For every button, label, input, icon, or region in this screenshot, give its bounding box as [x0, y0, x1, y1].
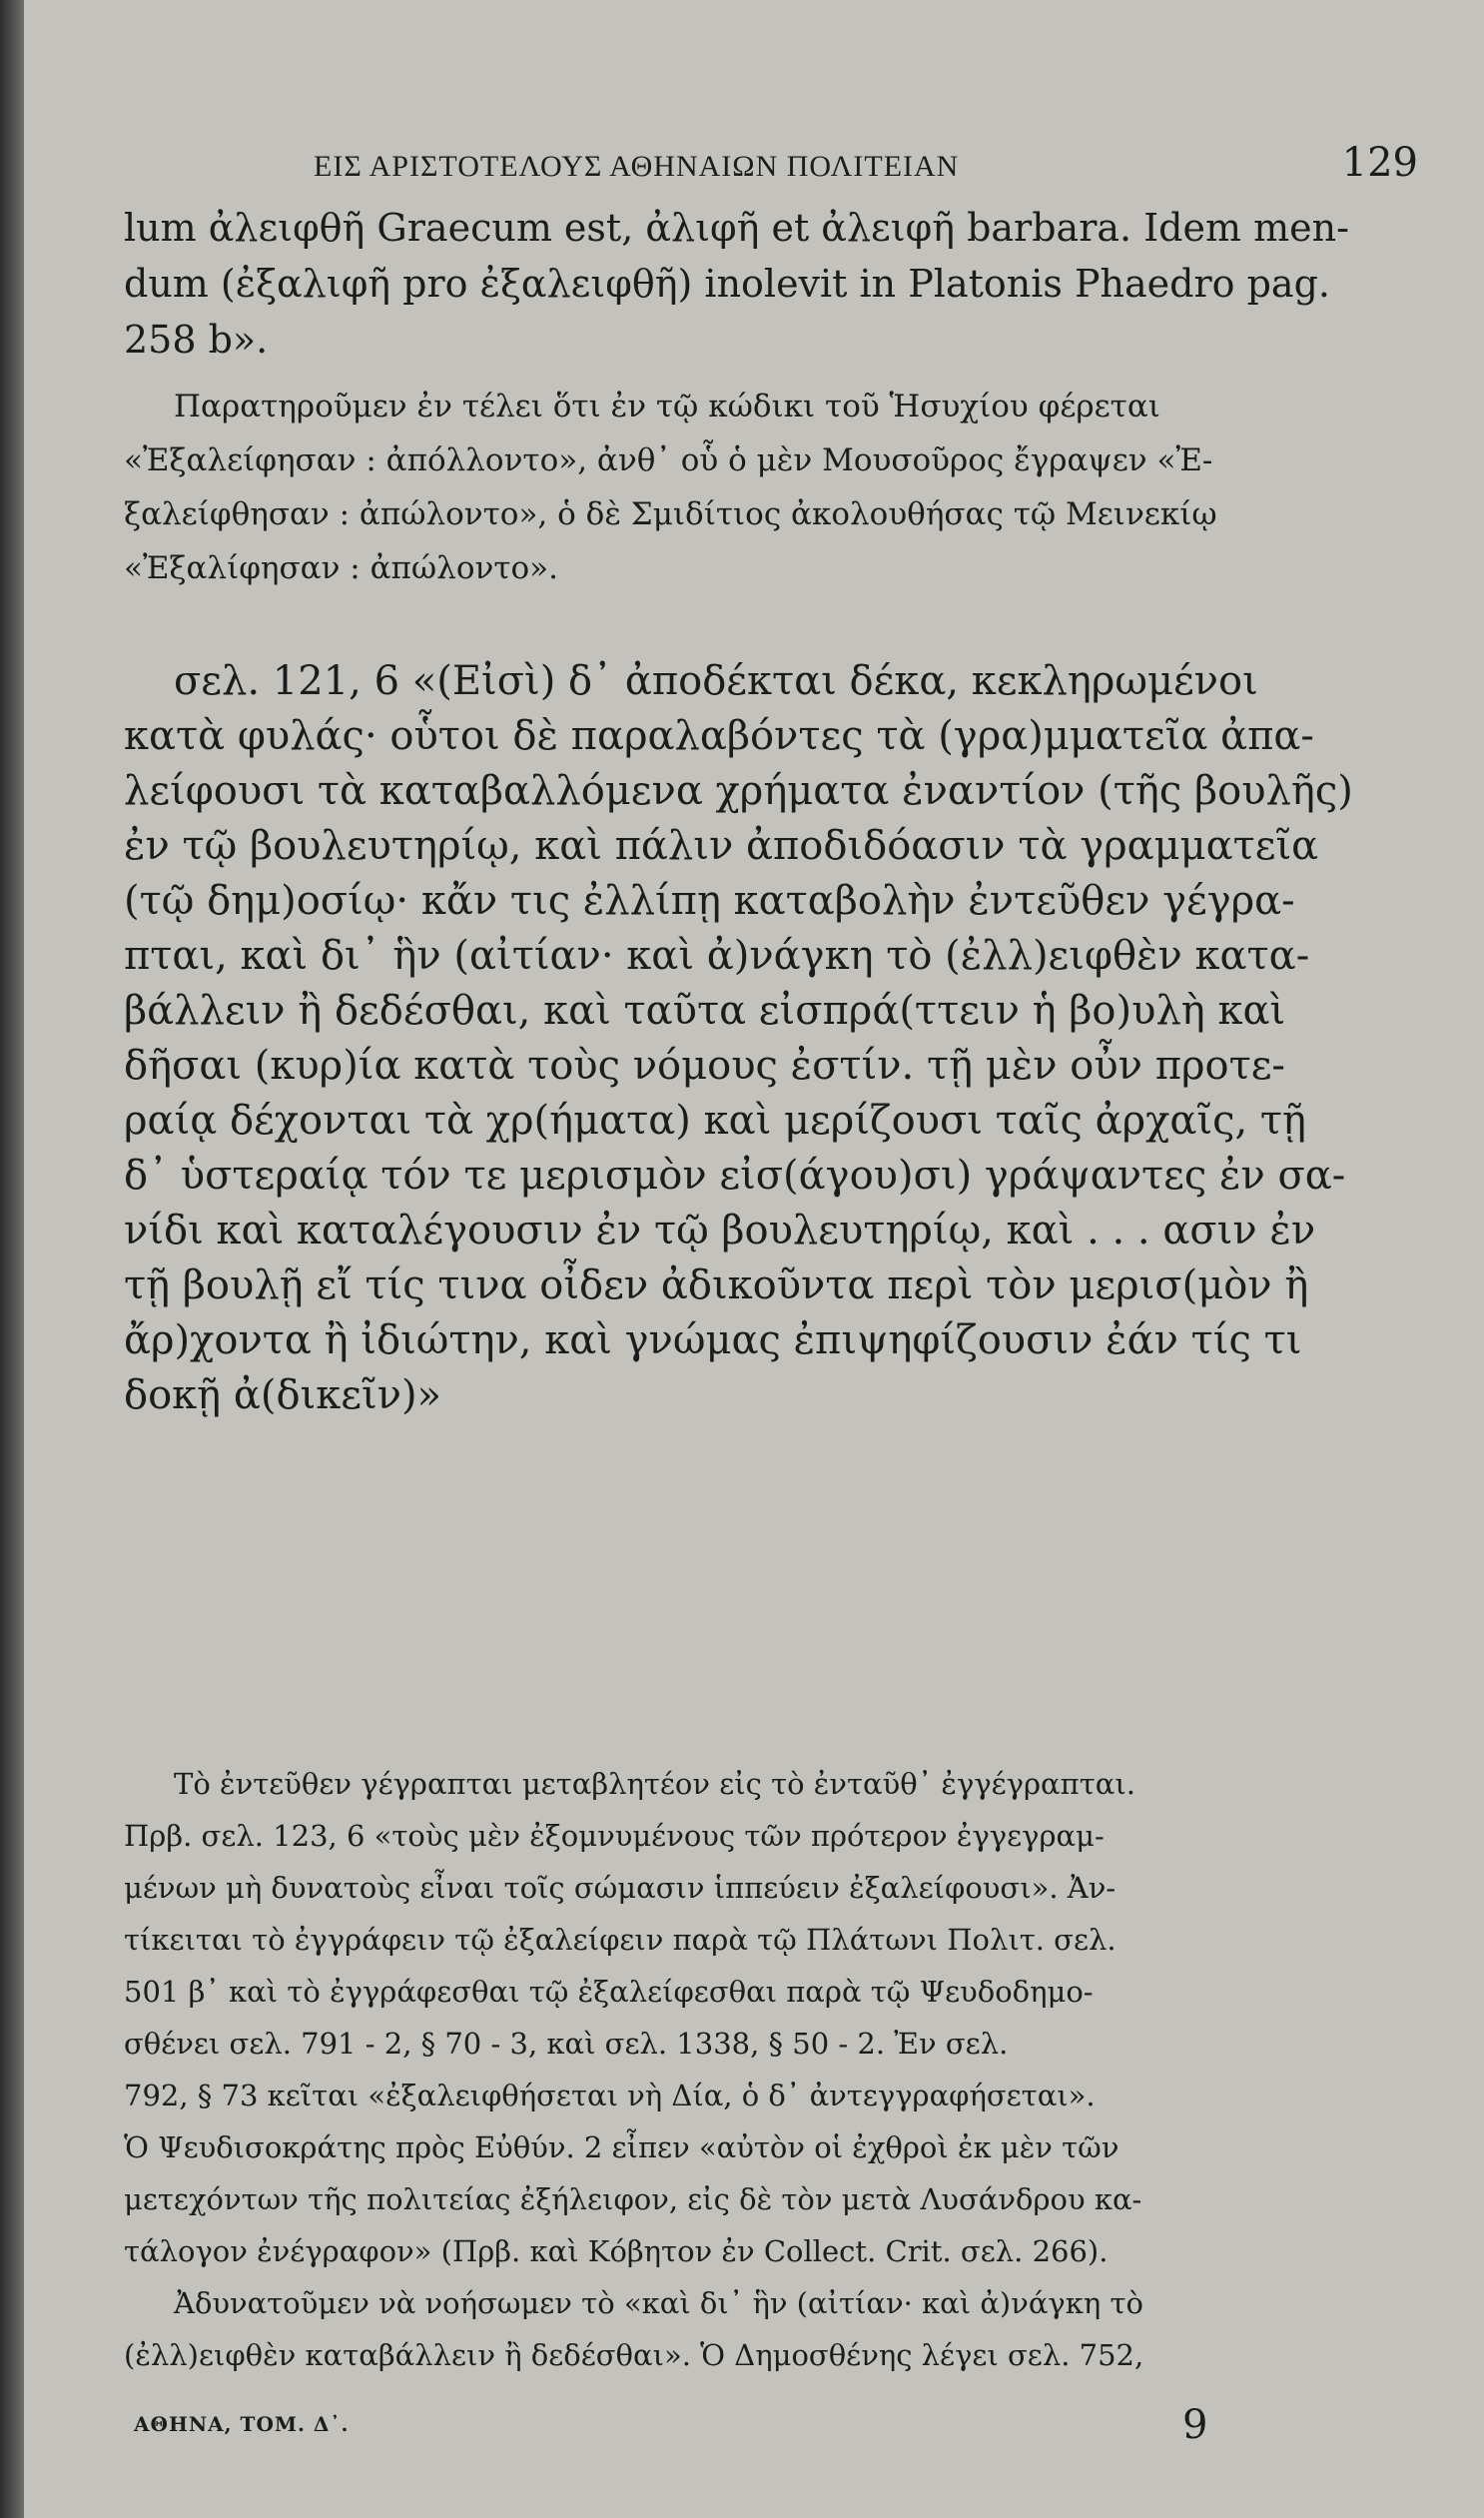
quote-line: τῇ βουλῇ εἴ τίς τινα οἶδεν ἀδικοῦντα περὶ τὸν μερισ(μὸν ἢ	[124, 1262, 1309, 1308]
quote-line: δ᾽ ὑστεραίᾳ τόν τε μερισμὸν εἰσ(άγου)σι) γράψαντες ἐν σα-	[124, 1153, 1346, 1199]
page-number: 129	[1341, 140, 1418, 186]
commentary-line: Ἀδυνατοῦμεν νὰ νοήσωμεν τὸ «καὶ δι᾽ ἣν (αἰτίαν· καὶ ἀ)νάγκη τὸ	[174, 2286, 1143, 2320]
quote-line: ραίᾳ δέχονται τὰ χρ(ήματα) καὶ μερίζουσι ταῖς ἀρχαῖς, τῇ	[124, 1098, 1307, 1144]
note-paragraph	[124, 380, 1392, 595]
quote-line: δῆσαι (κυρ)ία κατὰ τοὺς νόμους ἐστίν. τῇ μὲν οὖν προτε-	[124, 1043, 1285, 1089]
intro-line: lum ἀλειφθῆ Graecum est, ἀλιφῆ et ἀλειφῆ barbara. Idem men-	[124, 206, 1349, 250]
quote-line: πται, καὶ δι᾽ ἣν (αἰτίαν· καὶ ἀ)νάγκη τὸ (ἐλλ)ειφθὲν κατα-	[124, 933, 1310, 979]
note-line: «Ἐξαλείφησαν : ἀπόλλοντο», ἀνθ᾽ οὗ ὁ μὲν Μουσοῦρος ἔγραψεν «Ἐ-	[124, 442, 1213, 478]
commentary-line: 792, § 73 κεῖται «ἐξαλειφθήσεται νὴ Δία, ὁ δ᾽ ἀντεγγραφήσεται».	[124, 2079, 1096, 2112]
quote-line: βάλλειν ἢ δεδέσθαι, καὶ ταῦτα εἰσπρά(ττειν ἡ βο)υλὴ καὶ	[124, 988, 1286, 1034]
commentary-line: 501 β᾽ καὶ τὸ ἐγγράφεσθαι τῷ ἐξαλείφεσθαι παρὰ τῷ Ψευδοδημο-	[124, 1975, 1094, 2009]
commentary-line: τίκειται τὸ ἐγγράφειν τῷ ἐξαλείφειν παρὰ τῷ Πλάτωνι Πολιτ. σελ.	[124, 1923, 1116, 1957]
quote-line: λείφουσι τὰ καταβαλλόμενα χρήματα ἐναντίον (τῆς βουλῆς)	[124, 768, 1353, 814]
quote-line: κατὰ φυλάς· οὗτοι δὲ παραλαβόντες τὰ (γρα)μματεῖα ἀπα-	[124, 713, 1314, 759]
quote-line: ἐν τῷ βουλευτηρίῳ, καὶ πάλιν ἀποδιδόασιν τὰ γραμματεῖα	[124, 823, 1319, 869]
commentary-line: (ἐλλ)ειφθὲν καταβάλλειν ἢ δεδέσθαι». Ὁ Δημοσθένης λέγει σελ. 752,	[124, 2338, 1144, 2372]
book-page	[24, 0, 1484, 2518]
commentary-line: Τὸ ἐντεῦθεν γέγραπται μεταβλητέον εἰς τὸ ἐνταῦθ᾽ ἐγγέγραπται.	[174, 1767, 1135, 1801]
commentary-line: τάλογον ἐνέγραφον» (Πρβ. καὶ Κόβητον ἐν Collect. Crit. σελ. 266).	[124, 2234, 1109, 2268]
note-line: Παρατηροῦμεν ἐν τέλει ὅτι ἐν τῷ κώδικι τοῦ Ἡσυχίου φέρεται	[174, 389, 1160, 424]
quoted-passage	[124, 654, 1392, 1423]
book-gutter	[0, 0, 24, 2518]
printer-signature-mark: ΑΘΗΝΑ, ΤΟΜ. Δ᾽.	[134, 2412, 350, 2436]
signature-number: 9	[1182, 2402, 1208, 2448]
commentary-line: σθένει σελ. 791 - 2, § 70 - 3, καὶ σελ. 1338, § 50 - 2. Ἐν σελ.	[124, 2027, 1009, 2061]
quote-line: σελ. 121, 6 «(Εἰσὶ) δ᾽ ἀποδέκται δέκα, κεκληρωμένοι	[174, 658, 1258, 704]
commentary-line: Πρβ. σελ. 123, 6 «τοὺς μὲν ἐξομνυμένους τῶν πρότερον ἐγγεγραμ-	[124, 1819, 1105, 1853]
quote-line: νίδι καὶ καταλέγουσιν ἐν τῷ βουλευτηρίῳ, καὶ . . . ασιν ἐν	[124, 1208, 1316, 1254]
commentary-line: μένων μὴ δυνατοὺς εἶναι τοῖς σώμασιν ἱππεύειν ἐξαλείφουσι». Ἀν-	[124, 1871, 1116, 1905]
intro-paragraph	[124, 200, 1392, 368]
quote-line: (τῷ δημ)οσίῳ· κἄν τις ἐλλίπῃ καταβολὴν ἐντεῦθεν γέγρα-	[124, 878, 1295, 924]
commentary-line: μετεχόντων τῆς πολιτείας ἐξήλειφον, εἰς δὲ τὸν μετὰ Λυσάνδρου κα-	[124, 2182, 1142, 2216]
running-title: ΕΙΣ ΑΡΙΣΤΟΤΕΛΟΥΣ ΑΘΗΝΑΙΩΝ ΠΟΛΙΤΕΙΑΝ	[314, 150, 960, 183]
intro-line: 258 b».	[124, 318, 269, 362]
note-line: «Ἐξαλίφησαν : ἀπώλοντο».	[124, 550, 558, 586]
commentary-line: Ὁ Ψευδισοκράτης πρὸς Εὐθύν. 2 εἶπεν «αὐτὸν οἱ ἐχθροὶ ἐκ μὲν τῶν	[124, 2130, 1119, 2164]
quote-line: ἄρ)χοντα ἢ ἰδιώτην, καὶ γνώμας ἐπιψηφίζουσιν ἐάν τίς τι	[124, 1317, 1302, 1363]
note-line: ξαλείφθησαν : ἀπώλοντο», ὁ δὲ Σμιδίτιος ἀκολουθήσας τῷ Μεινεκίῳ	[124, 496, 1217, 532]
intro-line: dum (ἐξαλιφῆ pro ἐξαλειφθῆ) inolevit in Platonis Phaedro pag.	[124, 262, 1330, 306]
quote-line: δοκῇ ἀ(δικεῖν)»	[124, 1372, 442, 1418]
commentary-paragraph	[124, 1758, 1392, 2381]
